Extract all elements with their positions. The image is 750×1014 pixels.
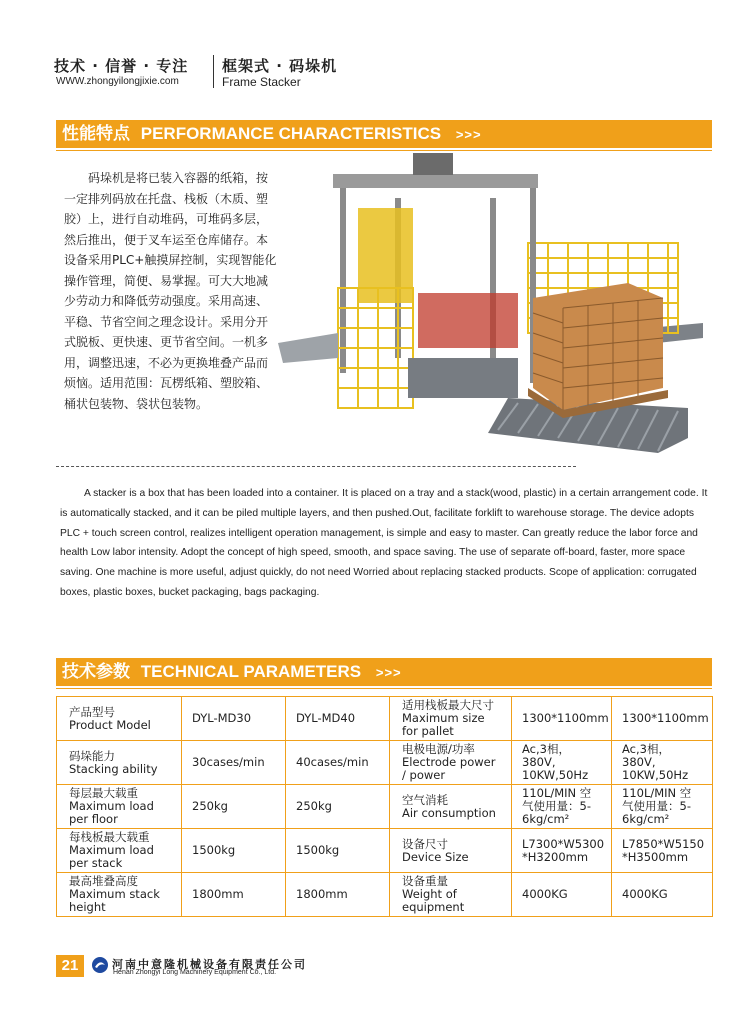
technical-parameters-table [56, 696, 713, 917]
param-value-md40: 1500kg [286, 829, 390, 873]
page-number: 21 [56, 955, 84, 977]
table-row [57, 697, 713, 741]
carton-stack [528, 283, 668, 418]
technical-title-en: TECHNICAL PARAMETERS [140, 662, 362, 681]
param-value-md40: 40cases/min [286, 741, 390, 785]
param-label [57, 785, 182, 829]
param-value-md40: DYL-MD40 [286, 697, 390, 741]
param-value-md30: 1800mm [182, 873, 286, 917]
param-label-2 [390, 697, 512, 741]
param-value-md40: 1800mm [286, 873, 390, 917]
param-value-md30: 30cases/min [182, 741, 286, 785]
label-cn: 空气消耗 [402, 792, 448, 807]
frame-stacker-image [278, 148, 708, 468]
table-row [57, 829, 713, 873]
label-en: Air consumption [402, 805, 496, 820]
performance-section-header [56, 120, 712, 148]
company-logo-icon [91, 956, 109, 974]
label-cn: 设备尺寸 [402, 836, 448, 851]
label-cn: 每栈板最大载重 [69, 830, 150, 844]
label-cn: 电极电源/功率 [402, 742, 475, 756]
label-en: Product Model [69, 717, 151, 732]
label-cn: 每层最大载重 [69, 786, 138, 800]
param-value-4: 110L/MIN 空气使用量：5-6kg/cm² [612, 785, 713, 829]
label-en: Maximum stack height [69, 887, 160, 914]
param-value-3: 1300*1100mm [512, 697, 612, 741]
param-value-3: L7300*W5300 *H3200mm [512, 829, 612, 873]
label-en: Device Size [402, 849, 469, 864]
company-name-cn: 河南中意隆机械设备有限责任公司 [112, 958, 307, 971]
param-label [57, 829, 182, 873]
performance-description-cn: 码垛机是将已装入容器的纸箱，按一定排列码放在托盘、栈板（木质、塑胶）上，进行自动堆码，可堆码多层，然后推出，便于叉车运至仓库储存。本设备采用PLC+触摸屏控制，实现智能化操作管理，简便、易掌握。可大大地减少劳动力和降低劳动强度。采用高速、平稳、节省空间之理念设计。采用分开式脱板、更快速、更节省空间。一机多用，调整迅速，不必为更换堆叠产品而烦恼。适用范围：瓦楞纸箱、塑胶箱、桶状包装物、袋状包装物。 [64, 171, 277, 411]
param-value-md30: 250kg [182, 785, 286, 829]
param-value-md40: 250kg [286, 785, 390, 829]
section-divider [56, 466, 576, 467]
param-value-4: Ac,3相，380V, 10KW,50Hz [612, 741, 713, 785]
param-label-2 [390, 829, 512, 873]
website-url[interactable]: WWW.zhongyilongjixie.com [56, 76, 179, 87]
param-value-md30: 1500kg [182, 829, 286, 873]
label-cn: 设备重量 [402, 874, 448, 888]
company-slogan: 技术 · 信誉 · 专注 [54, 57, 189, 75]
param-label-2 [390, 873, 512, 917]
param-label-2 [390, 741, 512, 785]
param-value-3: Ac,3相，380V, 10KW,50Hz [512, 741, 612, 785]
label-cn: 适用栈板最大尺寸 [402, 698, 494, 712]
header-divider [213, 55, 214, 88]
param-value-3: 4000KG [512, 873, 612, 917]
param-label-2 [390, 785, 512, 829]
performance-description-en: A stacker is a box that has been loaded into a container. It is placed on a tray and a stack(wood, plastic) in a certain arrangement code. It is automatically stacked, and it can be piled multiple layers, and then pushed.Out, facilitate forklift to warehouse storage. The device adopts PLC + touch screen control, realizes intelligent operation management, is simple and easy to master. Can greatly reduce the labor force and health Low labor intensity. Adopt the concept of high speed, smooth, and space saving. The use of separate off-board, faster, more space saving. One machine is more useful, adjust quickly, do not need Worried about replacing stacked products. Scope of application: corrugated boxes, plastic boxes, bucket packaging, bags packaging. [60, 488, 708, 598]
table-row [57, 785, 713, 829]
param-value-3: 110L/MIN 空气使用量：5-6kg/cm² [512, 785, 612, 829]
label-en: Weight of equipment [402, 887, 465, 914]
label-en: Stacking ability [69, 761, 158, 776]
technical-title-cn: 技术参数 [62, 662, 130, 681]
technical-section-header [56, 658, 712, 686]
param-label [57, 741, 182, 785]
performance-title-cn: 性能特点 [62, 124, 130, 143]
label-cn: 码垛能力 [69, 748, 115, 763]
label-en: Electrode power / power [402, 755, 496, 782]
product-title-cn: 框架式 · 码垛机 [222, 57, 338, 75]
performance-title-en: PERFORMANCE CHARACTERISTICS [140, 124, 442, 143]
param-value-4: 1300*1100mm [612, 697, 713, 741]
param-label [57, 697, 182, 741]
label-en: Maximum size for pallet [402, 711, 485, 738]
technical-underline [56, 688, 712, 689]
performance-arrows: >>> [455, 127, 482, 142]
param-value-4: L7850*W5150 *H3500mm [612, 829, 713, 873]
label-en: Maximum load per floor [69, 799, 154, 826]
label-cn: 产品型号 [69, 704, 115, 719]
table-row [57, 873, 713, 917]
label-en: Maximum load per stack [69, 843, 154, 870]
param-label [57, 873, 182, 917]
param-value-md30: DYL-MD30 [182, 697, 286, 741]
product-title-en: Frame Stacker [222, 75, 301, 89]
param-value-4: 4000KG [612, 873, 713, 917]
label-cn: 最高堆叠高度 [69, 874, 138, 888]
company-name-en: Henan Zhongyi Long Machinery Equipment Co., Ltd. [113, 969, 277, 976]
table-row [57, 741, 713, 785]
technical-arrows: >>> [375, 665, 402, 680]
